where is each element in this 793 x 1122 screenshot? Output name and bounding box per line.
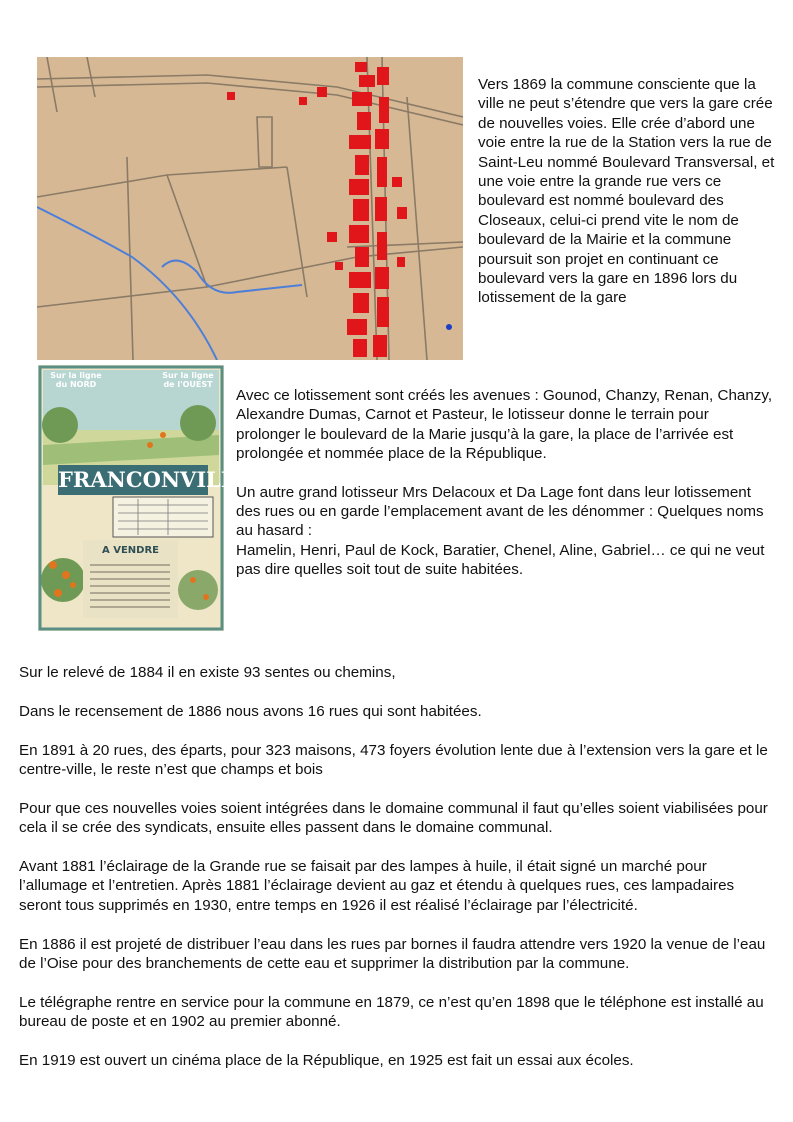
poster-top-left-label: Sur la ligne du NORD (50, 371, 102, 389)
poster-title: FRANCONVILLE (58, 467, 252, 492)
body-paragraph: Pour que ces nouvelles voies soient intégrées dans le domaine communal il faut qu’elles soient viabilisées pour cela il se crée des syndicats, ensuite elles passent dans le domaine communal. (19, 799, 768, 837)
body-paragraph: En 1919 est ouvert un cinéma place de la République, en 1925 est fait un essai aux écoles. (19, 1052, 634, 1070)
body-paragraph: En 1891 à 20 rues, des éparts, pour 323 maisons, 473 foyers évolution lente due à l’extension vers la gare et le centre-ville, le reste n’est que champs et bois (19, 741, 768, 778)
body-paragraph: En 1886 il est projeté de distribuer l’eau dans les rues par bornes il faudra attendre vers 1920 la venue de l’eau de l’Oise pour des branchements de cette eau et supprimer la distribution par la commune. (19, 935, 766, 973)
franconville-poster-image (38, 365, 252, 631)
body-text (19, 663, 779, 1090)
body-paragraph: Avant 1881 l’éclairage de la Grande rue se faisait par des lampes à huile, il était signé un marché pour l’allumage et l’entretien. Après 1881 l’éclairage devient au gaz et étendu à quelques rues, ces lampadaires seront tous supprimés en 1930, entre temps en 1926 il est réalisé l’éclairage par l’électricité. (19, 858, 735, 914)
body-paragraph: Dans le recensement de 1886 nous avons 16 rues qui sont habitées. (19, 702, 482, 720)
intro-paragraph: Vers 1869 la commune consciente que la ville ne peut s’étendre que vers la gare crée de nouvelles voies. Elle crée d’abord une voie entre la rue de la Station vers la rue de Saint-Leu nommé Boulevard Transversal, et une voie entre la grande rue vers ce boulevard est nommé boulevard des Closeaux, celui-ci prend vite le nom de boulevard de la Mairie et la commune poursuit son projet en continuant ce boulevard vers la gare en 1896 lors du lotissement de la gare (478, 76, 775, 307)
subdivision-text-block (236, 386, 776, 580)
street-names-paragraph: Hamelin, Henri, Paul de Kock, Baratier, Chenel, Aline, Gabriel… ce qui ne veut pas dire quelles soit tout de suite habitées. (236, 541, 765, 579)
avenues-paragraph: Avec ce lotissement sont créés les avenues : Gounod, Chanzy, Renan, Chanzy, Alexandre Dumas, Carnot et Pasteur, le lotisseur donne le terrain pour prolonger le boulevard de la Marie jusqu’à la gare, la place de l’arrivée est prolongée et nommée place de la République. (236, 387, 773, 463)
poster-sale-heading: A VENDRE (102, 545, 159, 556)
poster-artwork (38, 365, 252, 631)
developer-paragraph: Un autre grand lotisseur Mrs Delacoux et Da Lage font dans leur lotissement des rues ou en garde l’emplacement avant de les dénommer : Quelques noms au hasard : (236, 483, 764, 540)
poster-top-right-label: Sur la ligne de l'OUEST (162, 371, 214, 389)
body-paragraph: Le télégraphe rentre en service pour la commune en 1879, ce n’est qu’en 1898 que le téléphone est installé au bureau de poste et en 1902 au premier abonné. (19, 993, 764, 1031)
body-paragraph: Sur le relevé de 1884 il en existe 93 sentes ou chemins, (19, 664, 396, 681)
historical-map-image (37, 57, 463, 360)
